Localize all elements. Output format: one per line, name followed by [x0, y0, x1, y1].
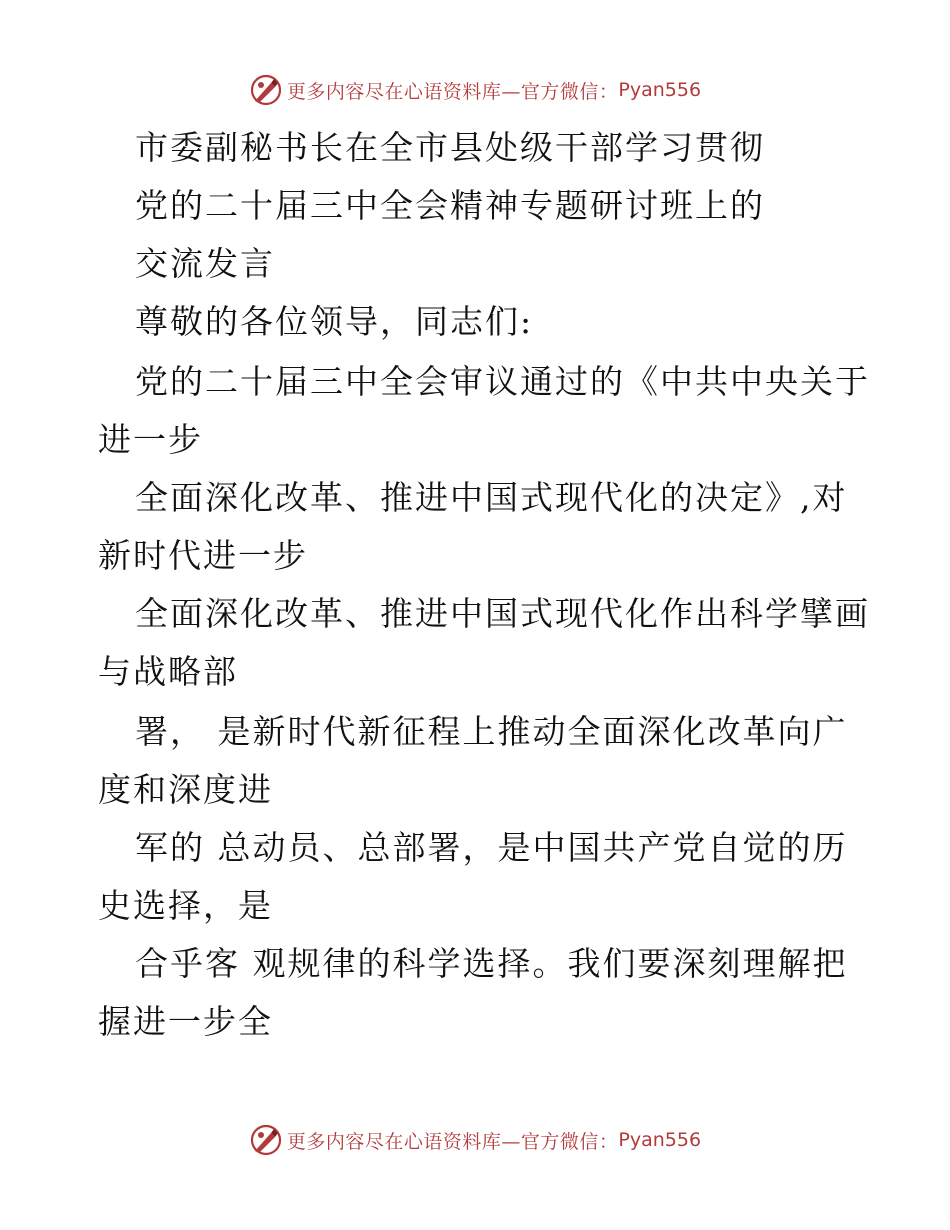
body-line-5: 全面深化改革、推进中国式现代化作出科学擘画	[135, 594, 870, 633]
body-line-4: 新时代进一步	[98, 536, 308, 575]
title-line-2: 党的二十届三中全会精神专题研讨班上的	[135, 186, 765, 225]
title-line-3: 交流发言	[135, 244, 275, 283]
footer-banner-text: 更多内容尽在心语资料库—官方微信：	[286, 1130, 619, 1153]
footer-wechat-id: Pyan556	[618, 1129, 702, 1151]
header-banner-text: 更多内容尽在心语资料库—官方微信：	[286, 80, 619, 103]
header-wechat-id: Pyan556	[618, 79, 702, 101]
pen-logo-icon	[249, 73, 283, 107]
salutation: 尊敬的各位领导，同志们:	[135, 302, 534, 341]
body-line-12: 握进一步全	[98, 1002, 273, 1041]
body-line-11: 合乎客 观规律的科学选择。我们要深刻理解把	[135, 944, 848, 983]
body-line-10: 史选择，是	[98, 886, 273, 925]
pen-logo-icon	[249, 1123, 283, 1157]
footer-banner	[0, 1120, 950, 1160]
body-line-1: 党的二十届三中全会审议通过的《中共中央关于	[135, 362, 870, 401]
body-line-3: 全面深化改革、推进中国式现代化的决定》,对	[135, 478, 848, 517]
body-line-8: 度和深度进	[98, 770, 273, 809]
body-line-7: 署， 是新时代新征程上推动全面深化改革向广	[135, 712, 848, 751]
body-line-9: 军的 总动员、总部署，是中国共产党自觉的历	[135, 828, 848, 867]
title-line-1: 市委副秘书长在全市县处级干部学习贯彻	[135, 128, 765, 167]
body-line-6: 与战略部	[98, 652, 238, 691]
body-line-2: 进一步	[98, 420, 203, 459]
header-banner	[0, 70, 950, 110]
